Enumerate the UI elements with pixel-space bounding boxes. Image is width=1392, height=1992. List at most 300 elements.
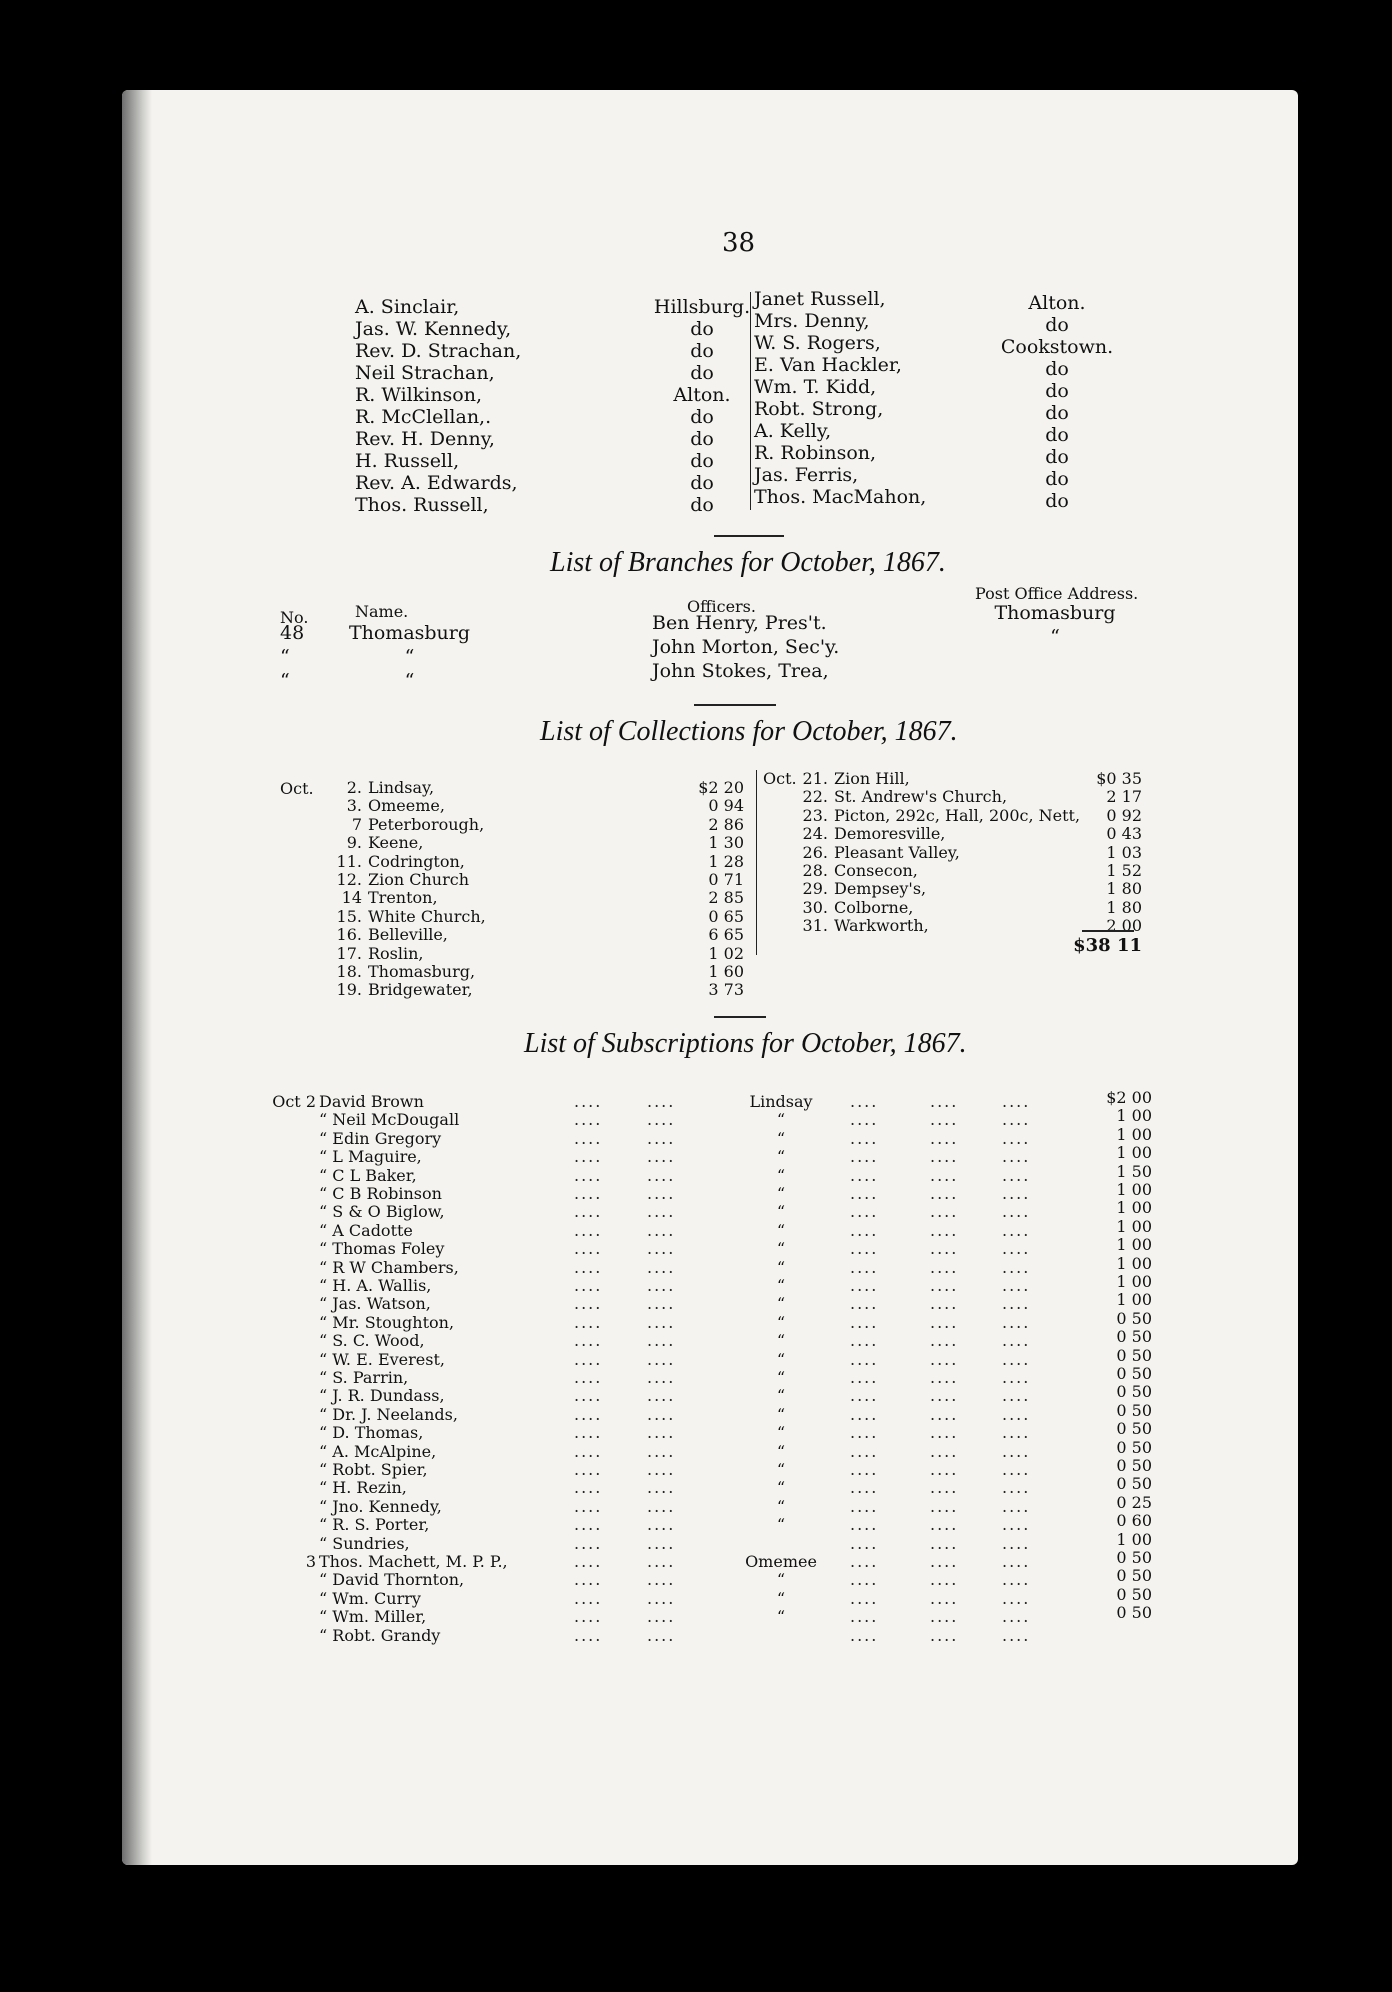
collection-amount: 0 43: [1106, 824, 1142, 844]
dot-leader: ....: [1002, 1257, 1031, 1277]
dot-leader: ....: [647, 1496, 676, 1516]
dot-leader: ....: [574, 1404, 603, 1424]
member-place: do: [690, 472, 714, 494]
dot-leader: ....: [647, 1147, 676, 1167]
subscription-name: “ David Thornton,: [319, 1570, 465, 1590]
dot-leader: ....: [930, 1588, 959, 1608]
subscription-place: “: [776, 1478, 786, 1498]
subscription-amount: 1 00: [1116, 1272, 1152, 1291]
subscription-amount: 1 00: [1116, 1216, 1152, 1236]
member-name: Jas. W. Kennedy,: [355, 318, 512, 340]
subscription-place: “: [776, 1202, 786, 1222]
dot-leader: ....: [850, 1423, 879, 1443]
dot-leader: ....: [850, 1625, 879, 1645]
collection-place: White Church,: [368, 906, 486, 926]
dot-leader: ....: [574, 1441, 603, 1461]
dot-leader: ....: [850, 1110, 879, 1130]
collection-day: 19.: [336, 980, 362, 1000]
dot-leader: ....: [574, 1349, 603, 1369]
subscription-name: Thos. Machett, M. P. P.,: [319, 1552, 508, 1571]
dot-leader: ....: [1002, 1349, 1031, 1369]
subscription-place: “: [776, 1404, 786, 1424]
member-name: Thos. MacMahon,: [754, 486, 927, 508]
subscription-name: “ A Cadotte: [319, 1220, 413, 1240]
column-divider: [756, 770, 757, 955]
dot-leader: ....: [1002, 1386, 1031, 1406]
member-name: R. Robinson,: [754, 442, 877, 464]
subscription-name: “ H. A. Wallis,: [319, 1276, 432, 1295]
collection-place: Picton, 292c, Hall, 200c, Nett,: [834, 805, 1081, 825]
collections-title: List of Collections for October, 1867.: [540, 716, 958, 747]
dot-leader: ....: [850, 1184, 879, 1203]
subscription-name: “ S. C. Wood,: [319, 1331, 425, 1351]
subscription-place: “: [776, 1184, 786, 1203]
dot-leader: ....: [647, 1331, 676, 1351]
subscription-amount: 0 50: [1116, 1364, 1152, 1383]
member-name: Robt. Strong,: [754, 398, 884, 420]
collection-day: 24.: [802, 824, 828, 844]
dot-leader: ....: [574, 1460, 603, 1479]
subscription-amount: 1 00: [1116, 1529, 1152, 1549]
book-page: [122, 90, 1298, 1865]
dot-leader: ....: [1002, 1276, 1031, 1295]
subscription-amount: 0 60: [1116, 1511, 1152, 1531]
dot-leader: ....: [574, 1147, 603, 1167]
section-rule: [714, 535, 784, 537]
subscription-place: “: [776, 1515, 786, 1535]
collection-day: 28.: [802, 861, 828, 880]
dot-leader: ....: [850, 1460, 879, 1479]
section-rule: [694, 704, 776, 706]
member-name: W. S. Rogers,: [754, 332, 881, 354]
subscription-amount: 0 50: [1116, 1327, 1152, 1347]
collections-month-right: Oct.: [763, 769, 797, 788]
subscription-name: “ S. Parrin,: [319, 1368, 409, 1387]
subscription-place: “: [776, 1368, 786, 1387]
dot-leader: ....: [574, 1312, 603, 1332]
dot-leader: ....: [1002, 1404, 1031, 1424]
dot-leader: ....: [1002, 1496, 1031, 1516]
dot-leader: ....: [574, 1239, 603, 1259]
page-number: 38: [722, 228, 756, 258]
dot-leader: ....: [1002, 1147, 1031, 1167]
member-name: E. Van Hackler,: [754, 354, 902, 376]
subscription-amount: 0 50: [1116, 1400, 1152, 1420]
member-place: do: [1045, 490, 1069, 512]
branch-address: Thomasburg: [994, 602, 1116, 624]
dot-leader: ....: [1002, 1533, 1031, 1553]
dot-leader: ....: [850, 1331, 879, 1351]
dot-leader: ....: [1002, 1588, 1031, 1608]
collection-place: Peterborough,: [368, 814, 485, 834]
subscription-place: “: [776, 1147, 786, 1167]
dot-leader: ....: [1002, 1423, 1031, 1443]
subscription-name: “ C B Robinson: [319, 1184, 442, 1203]
dot-leader: ....: [850, 1496, 879, 1516]
dot-leader: ....: [930, 1202, 959, 1222]
subscription-name: “ Mr. Stoughton,: [319, 1312, 455, 1332]
dot-leader: ....: [850, 1220, 879, 1240]
collection-amount: 2 85: [708, 888, 744, 908]
subscription-amount: 1 00: [1116, 1253, 1152, 1273]
dot-leader: ....: [930, 1515, 959, 1535]
dot-leader: ....: [1002, 1184, 1031, 1203]
subscription-name: “ Edin Gregory: [319, 1128, 442, 1148]
dot-leader: ....: [930, 1368, 959, 1387]
dot-leader: ....: [850, 1441, 879, 1461]
branches-header-officers: Officers.: [687, 597, 756, 616]
dot-leader: ....: [930, 1165, 959, 1185]
collection-place: Dempsey's,: [834, 879, 927, 899]
subscription-name: “ J. R. Dundass,: [319, 1386, 445, 1406]
dot-leader: ....: [930, 1147, 959, 1167]
member-place: Alton.: [673, 384, 731, 406]
dot-leader: ....: [574, 1276, 603, 1295]
member-place: do: [1045, 358, 1069, 380]
member-place: do: [1045, 314, 1069, 336]
dot-leader: ....: [574, 1625, 603, 1645]
subscription-place: “: [776, 1386, 786, 1406]
dot-leader: ....: [647, 1423, 676, 1443]
dot-leader: ....: [850, 1386, 879, 1406]
member-name: Neil Strachan,: [355, 362, 495, 384]
dot-leader: ....: [574, 1570, 603, 1590]
dot-leader: ....: [647, 1404, 676, 1424]
dot-leader: ....: [930, 1257, 959, 1277]
dot-leader: ....: [647, 1294, 676, 1314]
dot-leader: ....: [647, 1625, 676, 1645]
subscription-amount: 0 50: [1116, 1548, 1152, 1567]
subscription-place: “: [776, 1220, 786, 1240]
total-rule: [1082, 930, 1134, 932]
dot-leader: ....: [574, 1110, 603, 1130]
dot-leader: ....: [930, 1533, 959, 1553]
branch-name: “: [404, 670, 415, 692]
subscription-place: Lindsay: [749, 1092, 813, 1111]
subscription-name: “ R. S. Porter,: [319, 1515, 430, 1535]
subscription-name: “ S & O Biglow,: [319, 1202, 445, 1222]
dot-leader: ....: [647, 1552, 676, 1571]
collection-place: Bridgewater,: [368, 980, 473, 1000]
collection-place: Demoresville,: [834, 824, 946, 844]
subscription-amount: 0 50: [1116, 1419, 1152, 1439]
subscription-amount: 1 00: [1116, 1198, 1152, 1218]
dot-leader: ....: [1002, 1202, 1031, 1222]
subscription-place: “: [776, 1570, 786, 1590]
dot-leader: ....: [850, 1404, 879, 1424]
collection-amount: 1 03: [1106, 842, 1142, 862]
subscription-amount: 0 25: [1116, 1492, 1152, 1512]
dot-leader: ....: [930, 1294, 959, 1314]
subscription-place: “: [776, 1257, 786, 1277]
subscription-amount: 1 00: [1116, 1180, 1152, 1199]
branch-no: “: [280, 670, 290, 692]
dot-leader: ....: [574, 1478, 603, 1498]
collection-amount: $2 20: [698, 778, 744, 797]
branch-address: “: [1050, 626, 1060, 648]
dot-leader: ....: [574, 1257, 603, 1277]
subscription-amount: 1 00: [1116, 1235, 1152, 1255]
collection-amount: 3 73: [708, 980, 744, 1000]
collection-place: Thomasburg,: [368, 962, 476, 981]
dot-leader: ....: [574, 1092, 603, 1111]
subscription-name: “ Wm. Miller,: [319, 1607, 427, 1627]
dot-leader: ....: [850, 1515, 879, 1535]
subscription-place: “: [776, 1110, 786, 1130]
dot-leader: ....: [1002, 1331, 1031, 1351]
collection-place: Belleville,: [368, 925, 448, 945]
subscription-name: “ Thomas Foley: [319, 1239, 445, 1259]
dot-leader: ....: [647, 1257, 676, 1277]
member-place: do: [690, 362, 714, 384]
subscription-name: “ C L Baker,: [319, 1165, 417, 1185]
dot-leader: ....: [850, 1128, 879, 1148]
collection-amount: 1 80: [1106, 897, 1142, 917]
dot-leader: ....: [1002, 1552, 1031, 1571]
column-divider: [750, 292, 751, 510]
member-place: do: [690, 340, 714, 362]
collection-place: Consecon,: [834, 861, 918, 880]
collection-day: 14: [341, 888, 362, 908]
dot-leader: ....: [647, 1441, 676, 1461]
dot-leader: ....: [647, 1386, 676, 1406]
branches-header-no: No.: [280, 608, 309, 627]
collection-amount: 0 94: [708, 796, 744, 816]
dot-leader: ....: [647, 1092, 676, 1111]
branches-title: List of Branches for October, 1867.: [550, 547, 946, 578]
subscription-amount: 0 50: [1116, 1308, 1152, 1328]
dot-leader: ....: [1002, 1294, 1031, 1314]
collection-day: 15.: [336, 906, 362, 926]
collection-amount: 2 86: [708, 814, 744, 834]
dot-leader: ....: [930, 1184, 959, 1203]
collection-place: St. Andrew's Church,: [834, 787, 1008, 807]
dot-leader: ....: [574, 1202, 603, 1222]
member-name: A. Sinclair,: [355, 296, 460, 318]
dot-leader: ....: [647, 1165, 676, 1185]
member-name: Rev. H. Denny,: [355, 428, 495, 450]
subscription-name: “ L Maguire,: [319, 1147, 422, 1167]
member-name: R. Wilkinson,: [355, 384, 483, 406]
subscription-name: “ D. Thomas,: [319, 1423, 424, 1443]
dot-leader: ....: [930, 1110, 959, 1130]
subscription-amount: 1 50: [1116, 1161, 1152, 1181]
subscription-place: “: [776, 1128, 786, 1148]
dot-leader: ....: [930, 1331, 959, 1351]
section-rule: [714, 1016, 766, 1018]
dot-leader: ....: [647, 1312, 676, 1332]
dot-leader: ....: [647, 1110, 676, 1130]
subscription-amount: 0 50: [1116, 1603, 1152, 1623]
dot-leader: ....: [850, 1165, 879, 1185]
member-place: do: [1045, 424, 1069, 446]
subscription-amount: 1 00: [1116, 1124, 1152, 1144]
dot-leader: ....: [574, 1533, 603, 1553]
subscription-amount: 0 50: [1116, 1474, 1152, 1494]
dot-leader: ....: [647, 1515, 676, 1535]
collection-amount: 1 80: [1106, 879, 1142, 899]
subscription-amount: $2 00: [1106, 1088, 1152, 1107]
collections-total: $38 11: [1073, 935, 1142, 956]
member-place: do: [690, 494, 714, 516]
collection-place: Warkworth,: [834, 916, 929, 936]
member-place: do: [690, 406, 714, 428]
dot-leader: ....: [850, 1147, 879, 1167]
collection-day: 9.: [346, 833, 362, 853]
subscription-day: Oct 2: [272, 1092, 316, 1111]
dot-leader: ....: [647, 1588, 676, 1608]
collection-day: 21.: [802, 769, 828, 788]
dot-leader: ....: [647, 1533, 676, 1553]
dot-leader: ....: [930, 1312, 959, 1332]
dot-leader: ....: [930, 1607, 959, 1627]
subscription-name: “ Wm. Curry: [319, 1588, 421, 1608]
dot-leader: ....: [647, 1349, 676, 1369]
dot-leader: ....: [647, 1239, 676, 1259]
subscription-name: “ Neil McDougall: [319, 1110, 460, 1130]
member-place: Cookstown.: [1000, 336, 1114, 358]
subscription-day: 3: [305, 1552, 316, 1571]
branch-officer: Ben Henry, Pres't.: [652, 612, 827, 634]
subscription-place: Omemee: [745, 1552, 817, 1571]
dot-leader: ....: [1002, 1441, 1031, 1461]
dot-leader: ....: [647, 1220, 676, 1240]
subscription-place: “: [776, 1331, 786, 1351]
subscription-name: “ R W Chambers,: [319, 1257, 459, 1277]
dot-leader: ....: [1002, 1312, 1031, 1332]
subscription-name: “ Robt. Spier,: [319, 1460, 428, 1479]
subscription-amount: 0 50: [1116, 1382, 1152, 1402]
collection-amount: 2 00: [1106, 916, 1142, 936]
dot-leader: ....: [1002, 1368, 1031, 1387]
subscription-name: “ Sundries,: [319, 1533, 410, 1553]
subscription-amount: 1 00: [1116, 1290, 1152, 1310]
dot-leader: ....: [850, 1312, 879, 1332]
member-name: Wm. T. Kidd,: [754, 376, 877, 398]
subscription-name: “ Jas. Watson,: [319, 1294, 431, 1314]
subscription-place: “: [776, 1423, 786, 1443]
member-place: do: [690, 450, 714, 472]
dot-leader: ....: [1002, 1460, 1031, 1479]
collection-day: 26.: [802, 842, 828, 862]
dot-leader: ....: [1002, 1128, 1031, 1148]
collection-place: Colborne,: [834, 897, 914, 917]
collection-day: 23.: [802, 805, 828, 825]
dot-leader: ....: [930, 1478, 959, 1498]
member-name: Jas. Ferris,: [754, 464, 859, 486]
subscription-place: “: [776, 1460, 786, 1479]
collection-day: 31.: [802, 916, 828, 936]
member-place: Hillsburg.: [653, 296, 751, 318]
dot-leader: ....: [647, 1276, 676, 1295]
dot-leader: ....: [1002, 1570, 1031, 1590]
dot-leader: ....: [930, 1220, 959, 1240]
subscription-place: “: [776, 1276, 786, 1295]
subscription-place: “: [776, 1349, 786, 1369]
collection-place: Codrington,: [368, 851, 465, 871]
dot-leader: ....: [1002, 1165, 1031, 1185]
member-name: A. Kelly,: [754, 420, 832, 442]
dot-leader: ....: [647, 1368, 676, 1387]
dot-leader: ....: [1002, 1607, 1031, 1627]
subscription-amount: 1 00: [1116, 1106, 1152, 1126]
collection-amount: 1 02: [708, 943, 744, 963]
dot-leader: ....: [1002, 1239, 1031, 1259]
dot-leader: ....: [574, 1386, 603, 1406]
member-name: Rev. D. Strachan,: [355, 340, 522, 362]
dot-leader: ....: [930, 1239, 959, 1259]
subscription-amount: 0 50: [1116, 1584, 1152, 1604]
collection-amount: $0 35: [1096, 769, 1142, 788]
collection-day: 2.: [346, 778, 362, 797]
subscription-name: David Brown: [319, 1092, 424, 1111]
subscription-place: “: [776, 1496, 786, 1516]
subscription-place: “: [776, 1607, 786, 1627]
member-place: do: [1045, 402, 1069, 424]
branches-header-name: Name.: [355, 602, 409, 621]
dot-leader: ....: [850, 1239, 879, 1259]
dot-leader: ....: [850, 1092, 879, 1111]
dot-leader: ....: [930, 1404, 959, 1424]
collection-place: Trenton,: [368, 888, 438, 908]
dot-leader: ....: [850, 1570, 879, 1590]
collection-day: 30.: [802, 897, 828, 917]
dot-leader: ....: [850, 1276, 879, 1295]
dot-leader: ....: [850, 1533, 879, 1553]
subscriptions-title: List of Subscriptions for October, 1867.: [524, 1028, 967, 1059]
collection-amount: 1 30: [708, 833, 744, 853]
dot-leader: ....: [647, 1460, 676, 1479]
member-name: R. McClellan,.: [355, 406, 492, 428]
subscription-name: “ Jno. Kennedy,: [319, 1496, 442, 1516]
collection-amount: 1 60: [708, 962, 744, 981]
dot-leader: ....: [850, 1607, 879, 1627]
collection-day: 22.: [802, 787, 828, 807]
dot-leader: ....: [850, 1202, 879, 1222]
member-name: Janet Russell,: [754, 288, 886, 310]
dot-leader: ....: [574, 1331, 603, 1351]
dot-leader: ....: [930, 1460, 959, 1479]
collection-day: 7: [351, 814, 362, 834]
dot-leader: ....: [930, 1349, 959, 1369]
member-place: do: [690, 318, 714, 340]
dot-leader: ....: [574, 1552, 603, 1571]
member-place: Alton.: [1028, 292, 1086, 314]
collection-amount: 1 28: [708, 851, 744, 871]
dot-leader: ....: [574, 1588, 603, 1608]
dot-leader: ....: [930, 1441, 959, 1461]
subscription-amount: 0 50: [1116, 1345, 1152, 1365]
dot-leader: ....: [574, 1294, 603, 1314]
branch-officer: John Morton, Sec'y.: [652, 636, 840, 658]
dot-leader: ....: [930, 1496, 959, 1516]
member-name: Mrs. Denny,: [754, 310, 870, 332]
dot-leader: ....: [1002, 1220, 1031, 1240]
collection-place: Omeeme,: [368, 796, 445, 816]
subscription-name: “ H. Rezin,: [319, 1478, 407, 1498]
dot-leader: ....: [574, 1165, 603, 1185]
subscription-amount: 0 50: [1116, 1437, 1152, 1457]
member-place: do: [1045, 446, 1069, 468]
dot-leader: ....: [574, 1128, 603, 1148]
collection-amount: 0 71: [708, 870, 744, 889]
collection-place: Pleasant Valley,: [834, 842, 960, 862]
branch-name: “: [404, 646, 415, 668]
dot-leader: ....: [850, 1294, 879, 1314]
dot-leader: ....: [647, 1607, 676, 1627]
dot-leader: ....: [930, 1552, 959, 1571]
branch-name: Thomasburg: [348, 622, 471, 644]
